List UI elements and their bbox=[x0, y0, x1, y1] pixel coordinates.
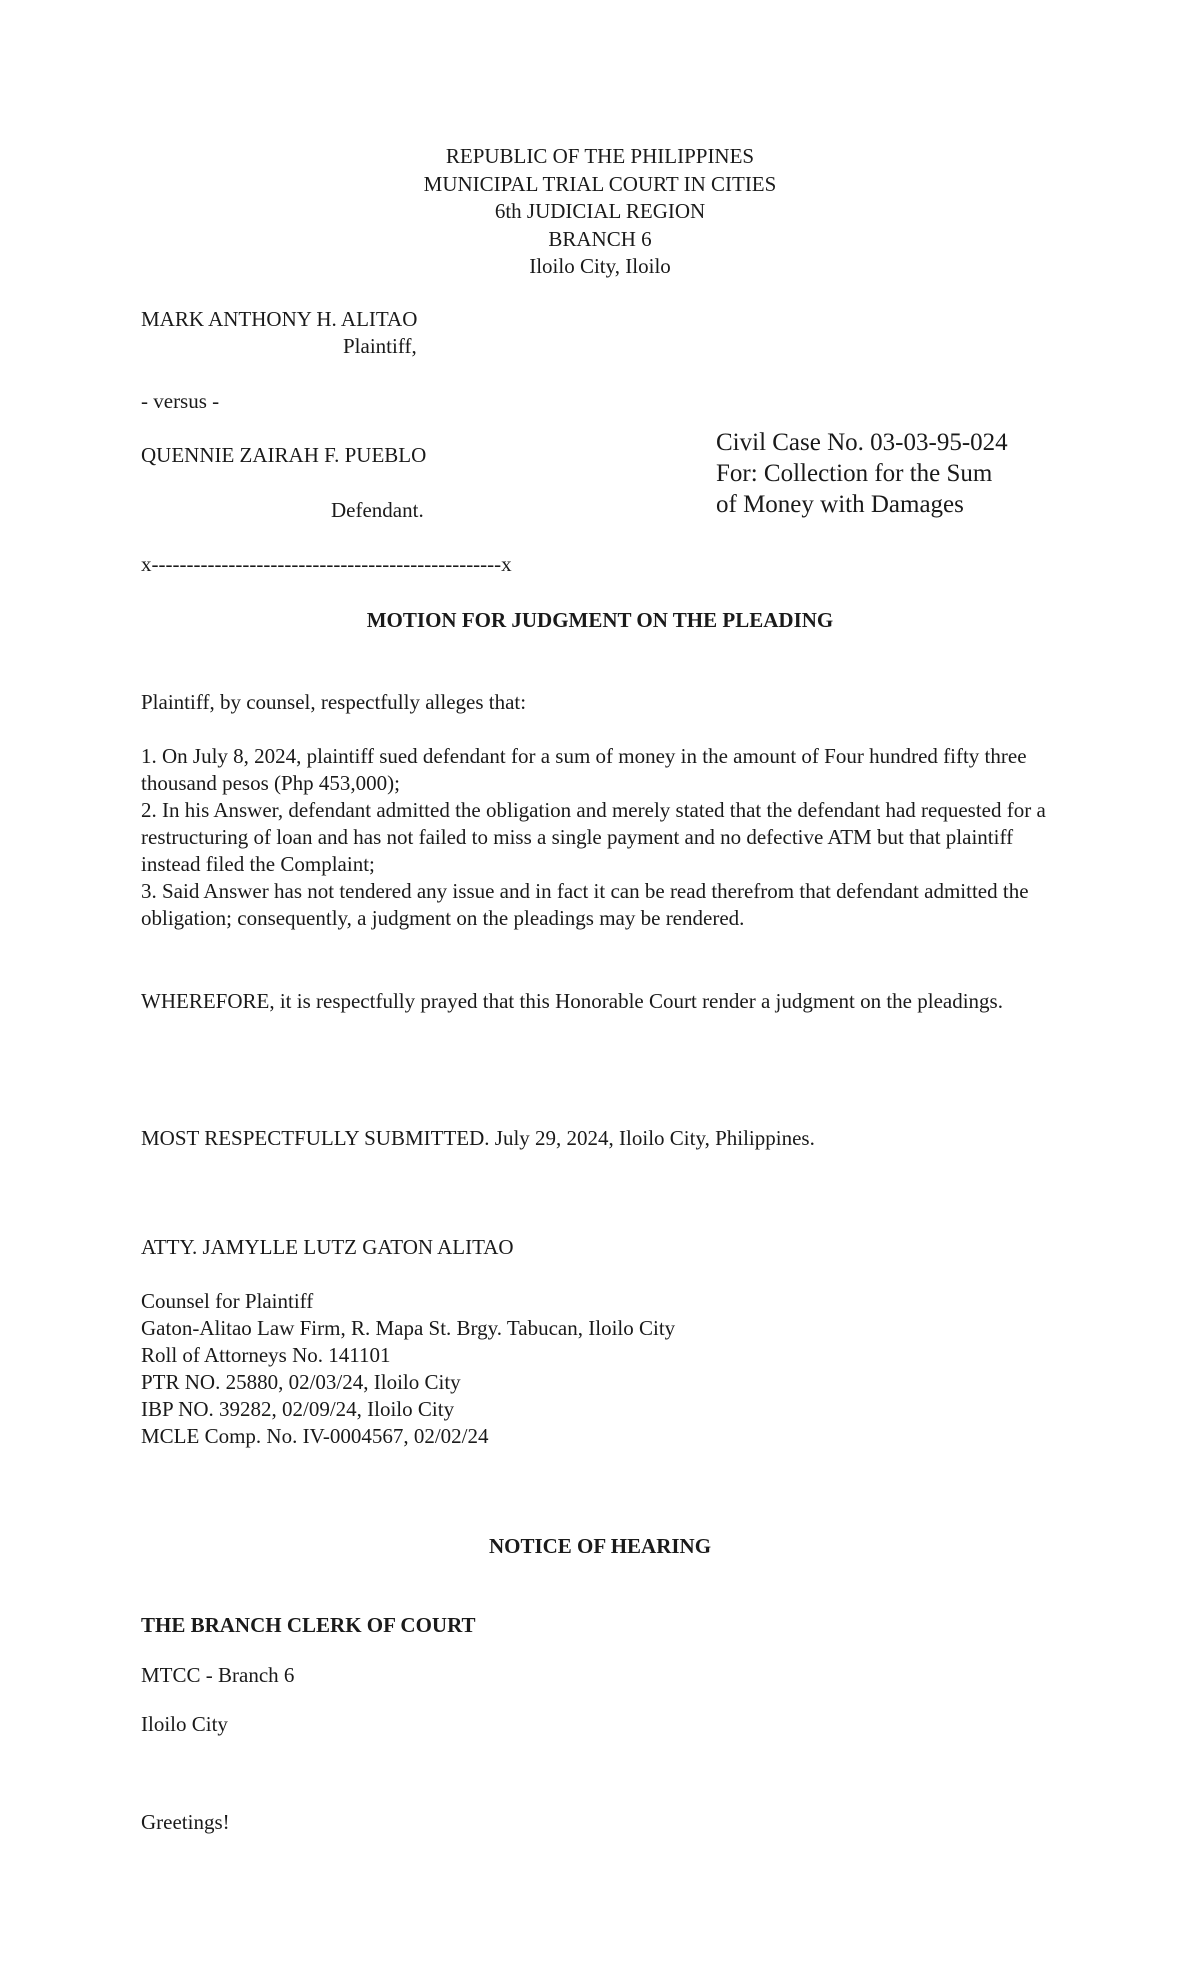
notice-city: Iloilo City bbox=[141, 1712, 228, 1736]
counsel-detail-line: PTR NO. 25880, 02/03/24, Iloilo City bbox=[141, 1370, 461, 1394]
counsel-name: ATTY. JAMYLLE LUTZ GATON ALITAO bbox=[141, 1235, 514, 1259]
case-nature-line1: For: Collection for the Sum bbox=[716, 460, 993, 487]
header-line: REPUBLIC OF THE PHILIPPINES bbox=[445, 144, 755, 168]
caption-separator: x--------------------------------------------------x bbox=[141, 552, 512, 576]
counsel-details bbox=[141, 1288, 675, 1450]
counsel-detail-line: Gaton-Alitao Law Firm, R. Mapa St. Brgy. Tabucan, Iloilo City bbox=[141, 1316, 676, 1340]
header-line: Iloilo City, Iloilo bbox=[529, 254, 671, 278]
notice-greeting: Greetings! bbox=[141, 1810, 230, 1834]
versus-label: - versus - bbox=[141, 389, 220, 413]
defendant-role: Defendant. bbox=[331, 498, 424, 522]
counsel-detail-line: MCLE Comp. No. IV-0004567, 02/02/24 bbox=[141, 1424, 489, 1448]
plaintiff-role: Plaintiff, bbox=[343, 334, 417, 358]
plaintiff-name: MARK ANTHONY H. ALITAO bbox=[141, 307, 418, 331]
submission-line: MOST RESPECTFULLY SUBMITTED. July 29, 2024, Iloilo City, Philippines. bbox=[141, 1126, 815, 1150]
prayer-paragraph: WHEREFORE, it is respectfully prayed that this Honorable Court render a judgment on the pleadings. bbox=[141, 989, 1003, 1013]
motion-title: MOTION FOR JUDGMENT ON THE PLEADING bbox=[366, 608, 834, 632]
allegation-item: 2. In his Answer, defendant admitted the obligation and merely stated that the defendant had requested for a restructuring of loan and has not failed to miss a single payment and no defective ATM but that plaintiff instead filed the Complaint; bbox=[141, 798, 1046, 876]
header-line: 6th JUDICIAL REGION bbox=[494, 199, 706, 223]
defendant-name: QUENNIE ZAIRAH F. PUEBLO bbox=[141, 443, 427, 467]
counsel-detail-line: Counsel for Plaintiff bbox=[141, 1289, 314, 1313]
header-line: BRANCH 6 bbox=[548, 226, 652, 251]
case-info bbox=[716, 427, 1008, 520]
case-number: Civil Case No. 03-03-95-024 bbox=[716, 429, 1008, 456]
header-line: MUNICIPAL TRIAL COURT IN CITIES bbox=[423, 171, 777, 196]
intro-paragraph: Plaintiff, by counsel, respectfully alleges that: bbox=[141, 690, 527, 714]
counsel-detail-line: IBP NO. 39282, 02/09/24, Iloilo City bbox=[141, 1397, 455, 1421]
counsel-detail-line: Roll of Attorneys No. 141101 bbox=[141, 1343, 391, 1367]
case-nature-line2: of Money with Damages bbox=[716, 491, 964, 518]
notice-title: NOTICE OF HEARING bbox=[488, 1534, 712, 1558]
notice-court: MTCC - Branch 6 bbox=[141, 1663, 295, 1687]
allegations-list bbox=[141, 743, 1076, 932]
allegation-item: 1. On July 8, 2024, plaintiff sued defendant for a sum of money in the amount of Four hundred fifty three thousand pesos (Php 453,000); bbox=[141, 744, 1027, 795]
notice-addressee: THE BRANCH CLERK OF COURT bbox=[141, 1613, 476, 1637]
allegation-item: 3. Said Answer has not tendered any issue and in fact it can be read therefrom that defendant admitted the obligation; consequently, a judgment on the pleadings may be rendered. bbox=[141, 879, 1029, 930]
court-header bbox=[0, 143, 1200, 281]
